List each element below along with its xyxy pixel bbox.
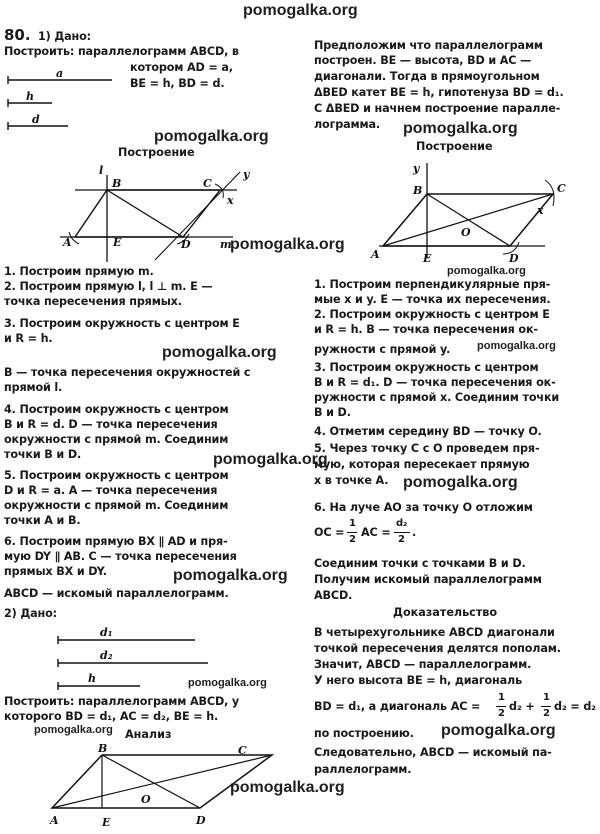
step2-line: 1. Построим перпендикулярные пря- [314, 278, 551, 291]
step-line: и R = h. [4, 332, 53, 345]
watermark: pomogalka.org [477, 340, 556, 352]
fig2-label: O [461, 226, 471, 239]
step2-line: и R = h. B — точка пересечения ок- [314, 323, 538, 336]
watermark: pomogalka.org [243, 2, 358, 19]
fig1-label: l [99, 164, 104, 177]
watermark: pomogalka.org [154, 128, 269, 145]
task2-line: Построить: параллелограмм ABCD, у [4, 695, 240, 708]
conclusion-line: ABCD. [314, 589, 353, 602]
proof-line: Значит, ABCD — параллелограмм. [314, 658, 532, 671]
proof-line: В четырехугольнике ABCD диагонали [314, 626, 555, 639]
proof-formula-end: d₂ = d₂ [554, 700, 596, 713]
step-line: мую DY ∥ AB. C — точка пересечения [4, 550, 237, 563]
intro-line: С ΔBED и начнем построение паралле- [314, 102, 561, 115]
fig2-label: x [537, 204, 544, 217]
intro-line: лограмма. [314, 118, 381, 131]
watermark: pomogalka.org [441, 722, 556, 739]
formula-num: 1 [349, 518, 356, 529]
seg-label: a [56, 67, 64, 80]
part1-given: 1) Дано: [38, 30, 91, 43]
step-line: 1. Построим прямую m. [4, 265, 154, 278]
intro-line: ΔBED катет BE = h, гипотенуза BD = d₁. [314, 86, 564, 99]
figure-construction-2 [365, 158, 595, 268]
given-segments-2 [20, 620, 220, 690]
step2-line: x в точке A. [314, 474, 389, 487]
step2-line: 2. Построим окружность с центром E [314, 308, 550, 321]
formula-den: 2 [543, 708, 550, 719]
fig2-label: y [413, 162, 420, 175]
formula [314, 516, 434, 550]
fig3-label: B [98, 742, 108, 755]
intro-line: Предположим что параллелограмм [314, 39, 543, 52]
fig3-label: C [238, 744, 247, 757]
conclusion-line: Получим искомый параллелограмм [314, 573, 542, 586]
conclusion-line: Соединим точки с точками B и D. [314, 557, 526, 570]
proof-formula-mid: d₂ + [509, 700, 535, 713]
fig1-label: x [227, 194, 234, 207]
step2-line: B и R = d₁. D — точка пересечения ок- [314, 376, 556, 389]
step-line: прямых BX и DY. [4, 565, 107, 578]
seg-label: d₂ [100, 649, 113, 662]
watermark: pomogalka.org [230, 779, 345, 796]
seg-label: h [26, 90, 34, 103]
proof-line: точкой пересечения делятся пополам. [314, 642, 561, 655]
step-line: 2. Построим прямую l, l ⊥ m. E — [4, 280, 213, 293]
step-line: B и R = d. D — точка пересечения [4, 418, 218, 431]
fig1-label: C [203, 177, 212, 190]
task-line: котором AD = a, [130, 61, 233, 74]
step-line: точки B и D. [4, 448, 82, 461]
fig2-label: B [413, 184, 423, 197]
fig3-label: D [196, 814, 206, 827]
fig2-label: E [423, 252, 432, 265]
step2-line: B и D. [314, 406, 351, 419]
proof-formula [314, 690, 594, 724]
step2-line: 5. Через точку C с O проведем пря- [314, 442, 540, 455]
formula-num: 1 [498, 692, 505, 703]
step-line: 4. Построим окружность с центром [4, 403, 229, 416]
fig3-label: A [50, 814, 59, 827]
seg-label: d₁ [100, 626, 113, 639]
analysis-title: Анализ [125, 728, 172, 741]
watermark: pomogalka.org [188, 677, 267, 689]
fig1-label: E [113, 236, 122, 249]
figure-analysis [40, 740, 300, 830]
seg-label: h [88, 672, 96, 685]
task-line: BE = h, BD = d. [130, 77, 225, 90]
formula-end: . [412, 526, 417, 539]
intro-line: диагонали. Тогда в прямоугольном [314, 70, 540, 83]
task-line: Построить: параллелограмм ABCD, в [4, 45, 239, 58]
proof-title: Доказательство [393, 606, 498, 619]
watermark: pomogalka.org [162, 344, 277, 361]
formula-num: d₂ [396, 518, 408, 529]
proof-line: У него высота BE = h, диагональ [314, 674, 523, 687]
given-segments [0, 68, 130, 128]
step-line: ABCD — искомый параллелограмм. [4, 587, 229, 600]
fig2-label: D [509, 252, 519, 265]
watermark: pomogalka.org [447, 265, 526, 277]
step-line: 3. Построим окружность с центром E [4, 317, 240, 330]
step-line: окружности с прямой m. Соединим [4, 499, 229, 512]
part2-given: 2) Дано: [4, 607, 57, 620]
step2-line: ружности с прямой y. [314, 343, 451, 356]
formula-den: 2 [398, 534, 405, 545]
formula-num: 1 [543, 692, 550, 703]
fig1-label: B [112, 177, 122, 190]
fig1-label: D [181, 238, 191, 251]
fig3-label: E [102, 816, 111, 829]
step-line: D и R = a. A — точка пересечения [4, 484, 218, 497]
construction-title-2: Построение [416, 140, 493, 153]
fig3-label: O [141, 793, 151, 806]
step-line: 6. Построим прямую BX ∥ AD и пря- [4, 535, 228, 548]
step2-line: мые x и y. E — точка их пересечения. [314, 293, 551, 306]
step-line: B — точка пересечения окружностей с [4, 366, 251, 379]
proof-end-line: Следовательно, ABCD — искомый па- [314, 746, 552, 759]
step-line: точка пересечения прямых. [4, 295, 182, 308]
step2-line: 6. На луче AO за точку O отложим [314, 501, 533, 514]
proof-end-line: по построению. [314, 727, 414, 740]
watermark: pomogalka.org [34, 724, 113, 736]
step2-line: 3. Построим окружность с центром [314, 361, 539, 374]
problem-number: 80. [4, 26, 31, 44]
proof-formula-lhs: BD = d₁, а диагональ AC = [314, 700, 481, 713]
watermark: pomogalka.org [403, 120, 518, 137]
proof-end-line: раллелограмм. [314, 763, 412, 776]
formula-lhs: OC = [314, 526, 345, 539]
task2-line: которого BD = d₁, AC = d₂, BE = h. [4, 710, 219, 723]
seg-label: d [32, 113, 40, 126]
step-line: окружности с прямой m. Соединим [4, 433, 229, 446]
watermark: pomogalka.org [173, 567, 288, 584]
fig1-label: y [243, 168, 250, 181]
fig1-label: m [220, 238, 232, 251]
step2-line: 4. Отметим середину BD — точку O. [314, 425, 542, 438]
watermark: pomogalka.org [403, 474, 518, 491]
figure-construction-1 [55, 160, 305, 265]
step-line: 5. Построим окружность с центром [4, 469, 229, 482]
intro-line: построен. BE — высота, BD и AC — [314, 54, 532, 67]
fig2-label: C [557, 182, 566, 195]
step2-line: ружности с прямой x. Соединим точки [314, 391, 560, 404]
step-line: прямой l. [4, 381, 63, 394]
formula-den: 2 [349, 534, 356, 545]
formula-mid: AC = [361, 526, 391, 539]
watermark: pomogalka.org [230, 236, 345, 253]
formula-den: 2 [498, 708, 505, 719]
fig2-label: A [371, 248, 380, 261]
step2-line: мую, которая пересекает прямую [314, 458, 530, 471]
step-line: точки A и B. [4, 514, 81, 527]
construction-title: Построение [118, 146, 195, 159]
watermark: pomogalka.org [213, 451, 328, 468]
fig1-label: A [63, 236, 72, 249]
